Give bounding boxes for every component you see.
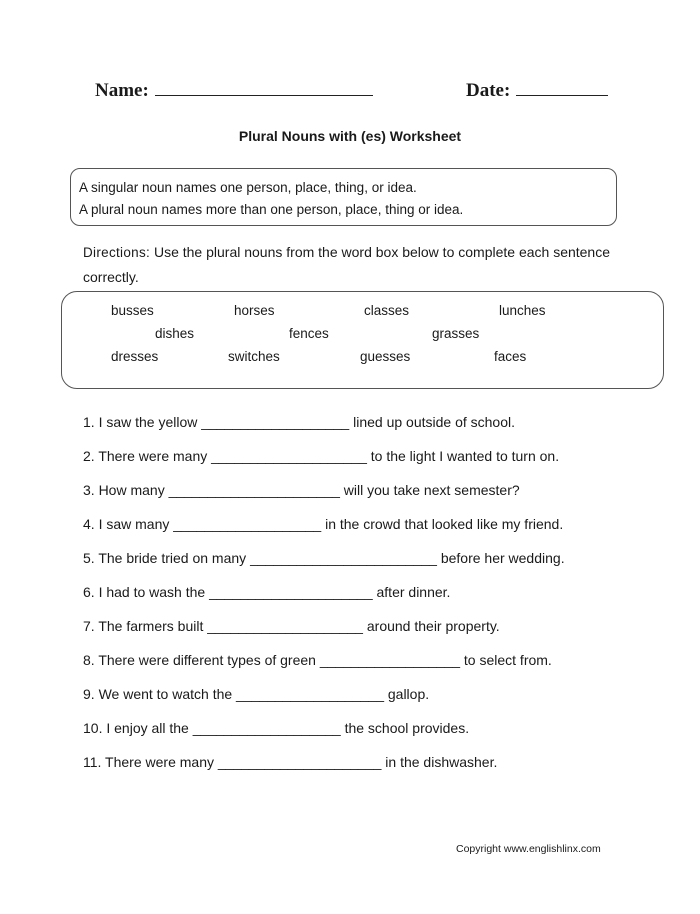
sentence-end: before her wedding. <box>440 550 565 566</box>
plural-definition: A plural noun names more than one person, place, thing or idea. <box>79 202 464 217</box>
sentence-start: 2. There were many <box>83 448 208 464</box>
word-box-item: busses <box>111 303 154 318</box>
sentence-start: 3. How many <box>83 482 165 498</box>
sentence-item <box>83 446 643 480</box>
word-box-item: guesses <box>360 349 411 364</box>
sentence-item <box>83 582 643 616</box>
sentence-item <box>83 412 643 446</box>
word-box-item: classes <box>364 303 410 318</box>
sentence-end: in the crowd that looked like my friend. <box>325 516 564 532</box>
sentence-end: in the dishwasher. <box>385 754 498 770</box>
singular-definition: A singular noun names one person, place, thing, or idea. <box>79 180 417 195</box>
answer-blank[interactable]: ________________________ <box>250 550 437 566</box>
sentence-item <box>83 616 643 650</box>
directions <box>83 240 643 289</box>
word-box <box>61 291 664 389</box>
word-box-item: lunches <box>499 303 546 318</box>
sentence-list <box>83 412 643 786</box>
sentence-end: gallop. <box>387 686 430 702</box>
sentence-item <box>83 548 643 582</box>
answer-blank[interactable]: ___________________ <box>192 720 341 736</box>
answer-blank[interactable]: ____________________ <box>211 448 367 464</box>
word-box-item: dishes <box>155 326 195 341</box>
sentence-end: to the light I wanted to turn on. <box>370 448 560 464</box>
sentence-start: 10. I enjoy all the <box>83 720 189 736</box>
answer-blank[interactable]: _____________________ <box>217 754 382 770</box>
word-box-item: grasses <box>432 326 480 341</box>
name-blank-line[interactable] <box>155 94 373 96</box>
worksheet-title: Plural Nouns with (es) Worksheet <box>238 128 462 144</box>
word-box-item: switches <box>228 349 280 364</box>
name-label: Name: <box>95 80 149 101</box>
answer-blank[interactable]: ______________________ <box>168 482 340 498</box>
answer-blank[interactable]: ___________________ <box>201 414 350 430</box>
sentence-item <box>83 480 643 514</box>
sentence-end: the school provides. <box>344 720 470 736</box>
directions-text: Use the plural nouns from the word box below to complete each sentence correctly. <box>83 244 611 285</box>
sentence-start: 1. I saw the yellow <box>83 414 198 430</box>
sentence-end: around their property. <box>366 618 500 634</box>
word-box-item: dresses <box>111 349 159 364</box>
definition-box <box>70 168 617 226</box>
sentence-start: 11. There were many <box>83 754 214 770</box>
sentence-item <box>83 718 643 752</box>
word-box-item: horses <box>234 303 275 318</box>
sentence-item <box>83 514 643 548</box>
sentence-item <box>83 650 643 684</box>
date-blank-line[interactable] <box>516 94 608 96</box>
word-box-item: fences <box>289 326 329 341</box>
sentence-start: 5. The bride tried on many <box>83 550 247 566</box>
answer-blank[interactable]: __________________ <box>319 652 461 668</box>
sentence-start: 9. We went to watch the <box>83 686 233 702</box>
copyright-notice: Copyright www.englishlinx.com <box>456 843 601 855</box>
answer-blank[interactable]: ____________________ <box>207 618 363 634</box>
date-label: Date: <box>466 80 511 101</box>
sentence-start: 4. I saw many <box>83 516 170 532</box>
word-box-item: faces <box>494 349 527 364</box>
date-field[interactable] <box>466 80 608 102</box>
sentence-end: lined up outside of school. <box>353 414 515 430</box>
sentence-item <box>83 684 643 718</box>
sentence-start: 7. The farmers built <box>83 618 204 634</box>
directions-label: Directions: <box>83 245 151 260</box>
name-field[interactable] <box>95 80 373 102</box>
answer-blank[interactable]: ___________________ <box>236 686 384 702</box>
answer-blank[interactable]: _____________________ <box>209 584 373 600</box>
sentence-start: 8. There were different types of green <box>83 652 316 668</box>
sentence-start: 6. I had to wash the <box>83 584 206 600</box>
sentence-end: after dinner. <box>376 584 451 600</box>
sentence-end: to select from. <box>463 652 552 668</box>
sentence-end: will you take next semester? <box>343 482 520 498</box>
sentence-item <box>83 752 643 786</box>
answer-blank[interactable]: ___________________ <box>173 516 322 532</box>
